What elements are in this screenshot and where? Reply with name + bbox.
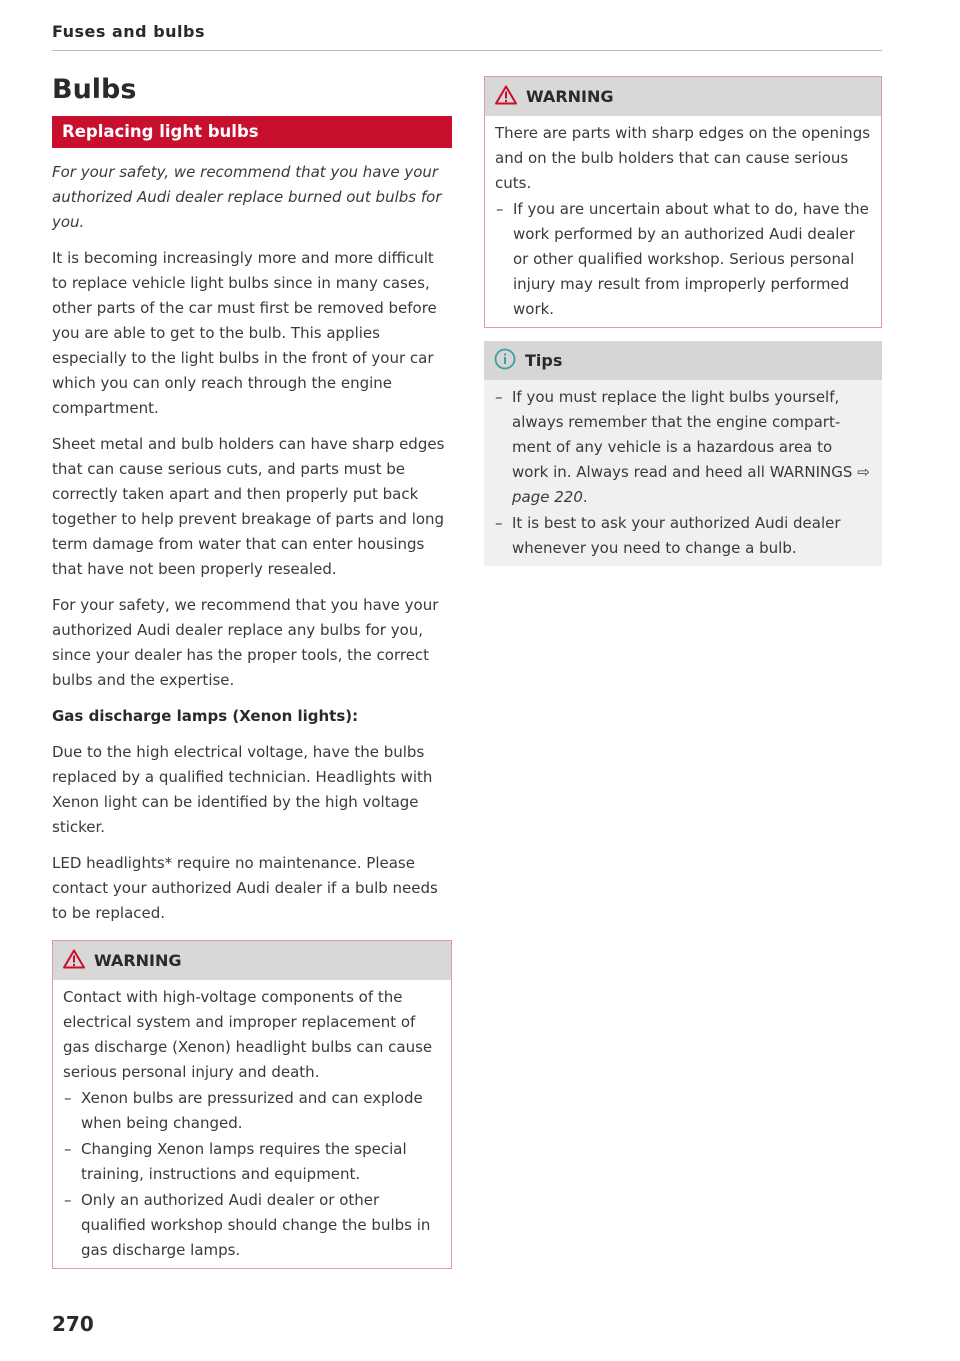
tips-list (494, 385, 872, 561)
tips-box (484, 341, 882, 566)
section-banner: Replacing light bulbs (52, 116, 452, 148)
info-circle-icon (494, 348, 516, 374)
warning-list (63, 1086, 441, 1263)
tip-text: If you must replace the light bulbs yourself, always remember that the engine compartment of any vehicle is a hazardous area to work in. Always read and heed all WARNINGS (512, 388, 853, 481)
page-number: 270 (52, 1312, 94, 1336)
intro-paragraph: For your safety, we recommend that you have your authorized Audi dealer replace burned out bulbs for you. (52, 163, 442, 231)
warning-triangle-icon (63, 949, 85, 973)
xenon-warning-box (52, 940, 452, 1269)
warning-header (53, 941, 451, 980)
list-item: – Changing Xenon lamps requires the special training, instructions and equipment. (63, 1137, 441, 1187)
list-item: – If you are uncertain about what to do, have the work performed by an authorized Audi dealer or other qualified workshop. Serious personal injury may result from improperly performed work. (495, 197, 871, 322)
body-paragraph: Due to the high electrical voltage, have the bulbs replaced by a qualified technician. Headlights with Xenon light can be identified by the high voltage sticker. (52, 743, 433, 836)
running-header: Fuses and bulbs (52, 22, 206, 41)
tips-header (484, 341, 882, 380)
page-reference-link[interactable]: ⇨ page 220 (512, 463, 870, 506)
body-paragraph: LED headlights* require no maintenance. Please contact your authorized Audi dealer if a bulb needs to be replaced. (52, 854, 438, 922)
left-column (52, 72, 452, 1282)
warning-text: There are parts with sharp edges on the openings and on the bulb holders that can cause serious cuts. (495, 124, 871, 192)
sharp-edges-warning-box (484, 76, 882, 328)
warning-title: WARNING (526, 87, 614, 106)
warning-header (485, 77, 881, 116)
warning-title: WARNING (94, 951, 182, 970)
list-item: – It is best to ask your authorized Audi dealer whenever you need to change a bulb. (494, 511, 872, 561)
warning-text: Contact with high-voltage components of the electrical system and improper replacement of gas discharge (Xenon) headlight bulbs can cause serious personal injury and death. (63, 988, 433, 1081)
warning-list (495, 197, 871, 322)
tip-text-end: . (582, 488, 588, 506)
body-paragraph: For your safety, we recommend that you have your authorized Audi dealer replace any bulbs for you, since your dealer has the proper tools, the correct bulbs and the expertise. (52, 596, 439, 689)
list-item: – Only an authorized Audi dealer or other qualified workshop should change the bulbs in gas discharge lamps. (63, 1188, 441, 1263)
tips-title: Tips (525, 351, 563, 370)
warning-triangle-icon (495, 85, 517, 109)
xenon-subheading: Gas discharge lamps (Xenon lights): (52, 707, 359, 725)
right-column (484, 76, 882, 566)
body-paragraph: Sheet metal and bulb holders can have sharp edges that can cause serious cuts, and parts must be correctly taken apart and then properly put back together to help prevent breakage of parts and long term damage from water that can enter housings that have not been properly resealed. (52, 435, 445, 578)
header-divider (52, 50, 882, 51)
body-paragraph: It is becoming increasingly more and more difficult to replace vehicle light bulbs since in many cases, other parts of the car must first be removed before you are able to get to the bulb. This applies especially to the light bulbs in the front of your car which you can only reach through the engine compartment. (52, 249, 437, 417)
list-item: – Xenon bulbs are pressurized and can explode when being changed. (63, 1086, 441, 1136)
page-heading: Bulbs (52, 74, 137, 105)
list-item (494, 385, 872, 510)
